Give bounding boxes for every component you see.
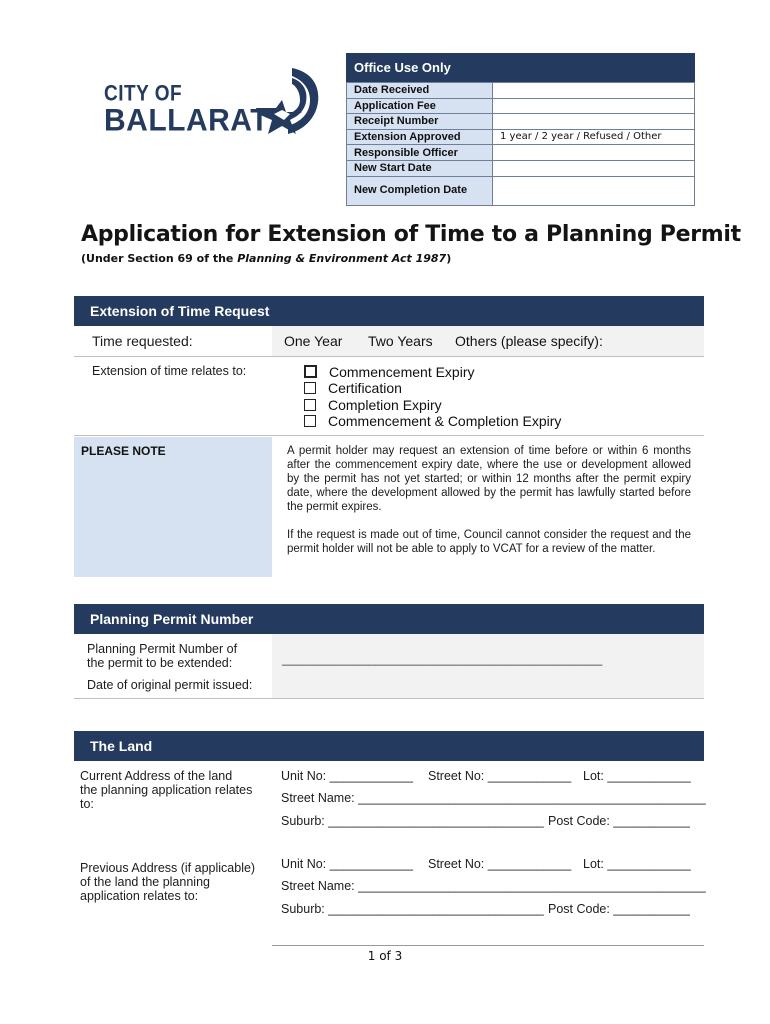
office-row-label: Application Fee <box>347 98 493 114</box>
office-use-heading: Office Use Only <box>346 53 695 82</box>
checkbox-label: Commencement Expiry <box>329 364 475 380</box>
relates-to-label: Extension of time relates to: <box>92 364 247 378</box>
office-row-value[interactable] <box>493 114 695 130</box>
checkbox-commencement[interactable] <box>304 364 475 380</box>
current-street-name-field[interactable]: Street Name: __________________________________________________ <box>281 791 706 805</box>
city-logo <box>104 70 334 140</box>
current-street-no-field[interactable]: Street No: ____________ <box>428 769 572 783</box>
office-row-label: Extension Approved <box>347 129 493 145</box>
table-row <box>347 83 695 99</box>
checkbox-label: Commencement & Completion Expiry <box>328 413 562 429</box>
option-one-year[interactable]: One Year <box>284 333 343 349</box>
note-paragraph-2: If the request is made out of time, Council cannot consider the request and the permit holder will not be able to apply to VCAT for a review of the matter. <box>287 529 691 555</box>
current-address-label <box>80 769 252 811</box>
permit-number-label-1: Planning Permit Number of <box>87 642 238 656</box>
subtitle-pre: (Under Section 69 of the <box>81 252 238 265</box>
previous-suburb-field[interactable]: Suburb: _______________________________ <box>281 902 544 916</box>
permit-number-label-2: the permit to be extended: <box>87 656 233 670</box>
office-row-label: Receipt Number <box>347 114 493 130</box>
office-row-value[interactable]: 1 year / 2 year / Refused / Other <box>493 129 695 145</box>
office-use-table <box>346 53 695 206</box>
checkbox-completion[interactable] <box>304 397 442 413</box>
previous-unit-field[interactable]: Unit No: ____________ <box>281 857 414 871</box>
subtitle-post: ) <box>446 252 452 265</box>
permit-entry-area <box>272 634 704 698</box>
current-suburb-field[interactable]: Suburb: _______________________________ <box>281 814 544 828</box>
original-date-label: Date of original permit issued: <box>87 678 253 692</box>
current-postcode-field[interactable]: Post Code: ___________ <box>548 814 690 828</box>
current-address-label-2: the planning application relates <box>80 783 253 797</box>
office-row-value[interactable] <box>493 160 695 176</box>
previous-postcode-field[interactable]: Post Code: ___________ <box>548 902 690 916</box>
table-row <box>347 98 695 114</box>
previous-address-label <box>80 861 255 903</box>
previous-lot-field[interactable]: Lot: ____________ <box>583 857 691 871</box>
table-row <box>347 129 695 145</box>
divider <box>74 435 704 436</box>
previous-address-label-3: application relates to: <box>80 889 199 903</box>
checkbox-icon[interactable] <box>304 399 316 411</box>
checkbox-label: Certification <box>328 380 402 396</box>
office-use-rows <box>346 82 695 206</box>
extension-heading: Extension of Time Request <box>90 303 270 319</box>
table-row <box>347 160 695 176</box>
logo-mark-icon <box>254 68 324 136</box>
table-row <box>347 114 695 130</box>
checkbox-label: Completion Expiry <box>328 397 442 413</box>
table-row <box>347 145 695 161</box>
previous-street-name-field[interactable]: Street Name: __________________________________________________ <box>281 879 706 893</box>
logo-line-1: CITY OF <box>104 82 183 107</box>
previous-street-no-field[interactable]: Street No: ____________ <box>428 857 572 871</box>
note-paragraph-1: A permit holder may request an extension of time before or within 6 months after the commencement expiry date, where the use or development allowed by the permit has not yet started; or within 12 months after the permit expiry date, where the development allowed by the permit has lawfully started before the permit expires. <box>287 445 691 513</box>
checkbox-certification[interactable] <box>304 380 402 396</box>
option-others[interactable]: Others (please specify): <box>455 333 603 349</box>
permit-section-header <box>74 604 704 634</box>
current-address-label-1: Current Address of the land <box>80 769 233 783</box>
checkbox-commencement-completion[interactable] <box>304 413 561 429</box>
please-note-box <box>74 437 272 577</box>
current-unit-field[interactable]: Unit No: ____________ <box>281 769 414 783</box>
permit-number-label <box>87 642 237 670</box>
permit-heading: Planning Permit Number <box>90 611 254 627</box>
permit-number-field[interactable]: ________________________________________________ <box>282 652 603 666</box>
extension-section-header <box>74 296 704 326</box>
land-section-header <box>74 731 704 761</box>
time-requested-label: Time requested: <box>92 333 193 349</box>
current-address-label-3: to: <box>80 797 94 811</box>
checkbox-icon[interactable] <box>304 382 316 394</box>
checkbox-icon[interactable] <box>304 365 317 378</box>
land-heading: The Land <box>90 738 153 754</box>
footer-divider <box>272 945 704 946</box>
page-title: Application for Extension of Time to a Planning Permit <box>81 222 741 247</box>
office-row-label: Date Received <box>347 83 493 99</box>
logo-line-2: BALLARAT <box>104 103 270 138</box>
office-row-value[interactable] <box>493 98 695 114</box>
previous-address-label-2: of the land the planning <box>80 875 210 889</box>
table-row <box>347 176 695 205</box>
office-row-value[interactable] <box>493 83 695 99</box>
option-two-years[interactable]: Two Years <box>368 333 433 349</box>
divider <box>74 698 704 699</box>
office-row-value[interactable] <box>493 145 695 161</box>
subtitle-act: Planning & Environment Act 1987 <box>237 252 447 265</box>
checkbox-icon[interactable] <box>304 415 316 427</box>
office-row-label: New Completion Date <box>347 176 493 205</box>
page-number: 1 of 3 <box>367 949 403 963</box>
office-row-value[interactable] <box>493 176 695 205</box>
divider <box>74 356 704 357</box>
please-note-label: PLEASE NOTE <box>81 444 166 458</box>
office-row-label: New Start Date <box>347 160 493 176</box>
current-lot-field[interactable]: Lot: ____________ <box>583 769 691 783</box>
page-subtitle <box>81 252 451 265</box>
office-row-label: Responsible Officer <box>347 145 493 161</box>
previous-address-label-1: Previous Address (if applicable) <box>80 861 256 875</box>
